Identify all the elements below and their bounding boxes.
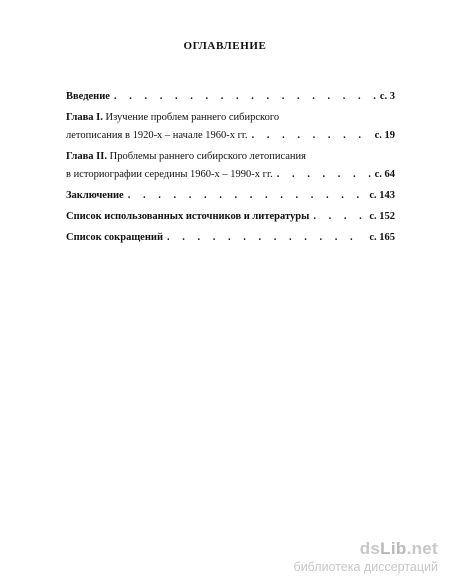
page-title: ОГЛАВЛЕНИЕ [183, 40, 267, 52]
toc-entry-chapter-1 [66, 109, 395, 145]
toc-page-number: с. 3 [379, 91, 395, 102]
toc-entry-title-continued: летописания в 1920-х – начале 1960-х гг. [66, 130, 248, 141]
toc-entry-title: Проблемы раннего сибирского летописания [109, 151, 306, 162]
chapter-label: Глава II. [66, 151, 107, 162]
toc-entry-conclusion [66, 187, 395, 205]
toc-page-number: с. 143 [369, 190, 395, 201]
toc-entry-chapter-2 [66, 148, 395, 184]
toc-entry-title: Список сокращений [66, 232, 163, 243]
table-of-contents [66, 88, 395, 247]
toc-entry-sources [66, 208, 395, 226]
watermark-tagline: библиотека диссертаций [293, 560, 438, 574]
leader-dots [167, 229, 365, 247]
chapter-label: Глава I. [66, 112, 103, 123]
toc-entry-title: Введение [66, 91, 110, 102]
leader-dots [252, 127, 371, 145]
leader-dots [114, 88, 376, 106]
toc-entry-abbreviations [66, 229, 395, 247]
leader-dots [128, 187, 366, 205]
toc-page-number: с. 152 [369, 211, 395, 222]
toc-page-number: с. 165 [369, 232, 395, 243]
toc-entry-title: Изучение проблем раннего сибирского [105, 112, 280, 123]
toc-entry-title: Заключение [66, 190, 124, 201]
toc-entry-title: Список использованных источников и литературы [66, 211, 310, 222]
toc-page-number: с. 64 [374, 169, 395, 180]
watermark [294, 539, 438, 574]
toc-page-number: с. 19 [374, 130, 395, 141]
leader-dots [277, 166, 371, 184]
leader-dots [313, 208, 365, 226]
toc-entry-title-continued: в историографии середины 1960-х – 1990-х гг. [66, 169, 273, 180]
toc-entry-introduction [66, 88, 395, 106]
watermark-logo: dsLib.net [359, 539, 438, 558]
